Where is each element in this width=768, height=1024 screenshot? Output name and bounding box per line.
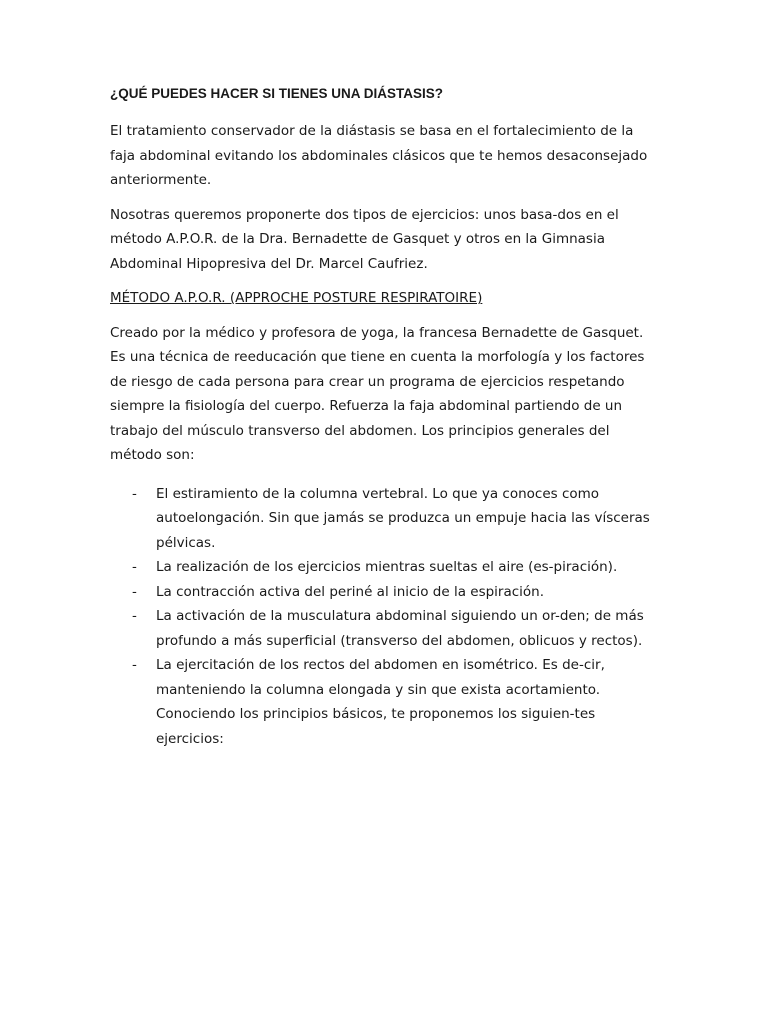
method-subheading: MÉTODO A.P.O.R. (APPROCHE POSTURE RESPIRATOIRE) <box>110 290 483 306</box>
list-bullet-dash: - <box>132 559 137 575</box>
list-item-text: La contracción activa del periné al inicio de la espiración. <box>156 583 545 600</box>
list-item-text: El estiramiento de la columna vertebral. Lo que ya conoces como autoelongación. Sin que jamás se produzca un empuje hacia las vísceras pélvicas. <box>156 485 650 551</box>
paragraph-exercise-types: Nosotras queremos proponerte dos tipos de ejercicios: unos basa-dos en el método A.P.O.R. de la Dra. Bernadette de Gasquet y otros en la Gimnasia Abdominal Hipopresiva del Dr. Marcel Caufriez. <box>110 206 619 272</box>
paragraph-method-description: Creado por la médico y profesora de yoga, la francesa Bernadette de Gasquet. Es una técnica de reeducación que tiene en cuenta la morfología y los factores de riesgo de cada persona para crear un programa de ejercicios respetando siempre la fisiología del cuerpo. Refuerza la faja abdominal partiendo de un trabajo del músculo transverso del abdomen. Los principios generales del método son: <box>110 324 645 463</box>
list-item <box>110 653 655 751</box>
list-item <box>110 604 655 653</box>
principles-list <box>110 482 655 752</box>
list-item <box>110 555 655 580</box>
list-bullet-dash: - <box>132 583 137 600</box>
document-body <box>110 84 655 747</box>
list-bullet-dash: - <box>132 657 137 673</box>
list-item <box>110 580 655 605</box>
list-bullet-dash: - <box>132 608 137 624</box>
list-item-text: La realización de los ejercicios mientras sueltas el aire (es-piración). <box>156 559 618 575</box>
section-heading: ¿QUÉ PUEDES HACER SI TIENES UNA DIÁSTASIS? <box>110 86 444 101</box>
list-bullet-dash: - <box>132 485 137 502</box>
paragraph-treatment: El tratamiento conservador de la diástasis se basa en el fortalecimiento de la faja abdominal evitando los abdominales clásicos que te hemos desaconsejado anteriormente. <box>110 123 648 188</box>
list-item-text: La ejercitación de los rectos del abdomen en isométrico. Es de-cir, manteniendo la columna elongada y sin que exista acortamiento. Conociendo los principios básicos, te proponemos los siguien-tes ejercicios: <box>156 657 605 747</box>
list-item-text: La activación de la musculatura abdominal siguiendo un or-den; de más profundo a más superficial (transverso del abdomen, oblicuos y rectos). <box>156 608 644 649</box>
list-item <box>110 482 655 556</box>
